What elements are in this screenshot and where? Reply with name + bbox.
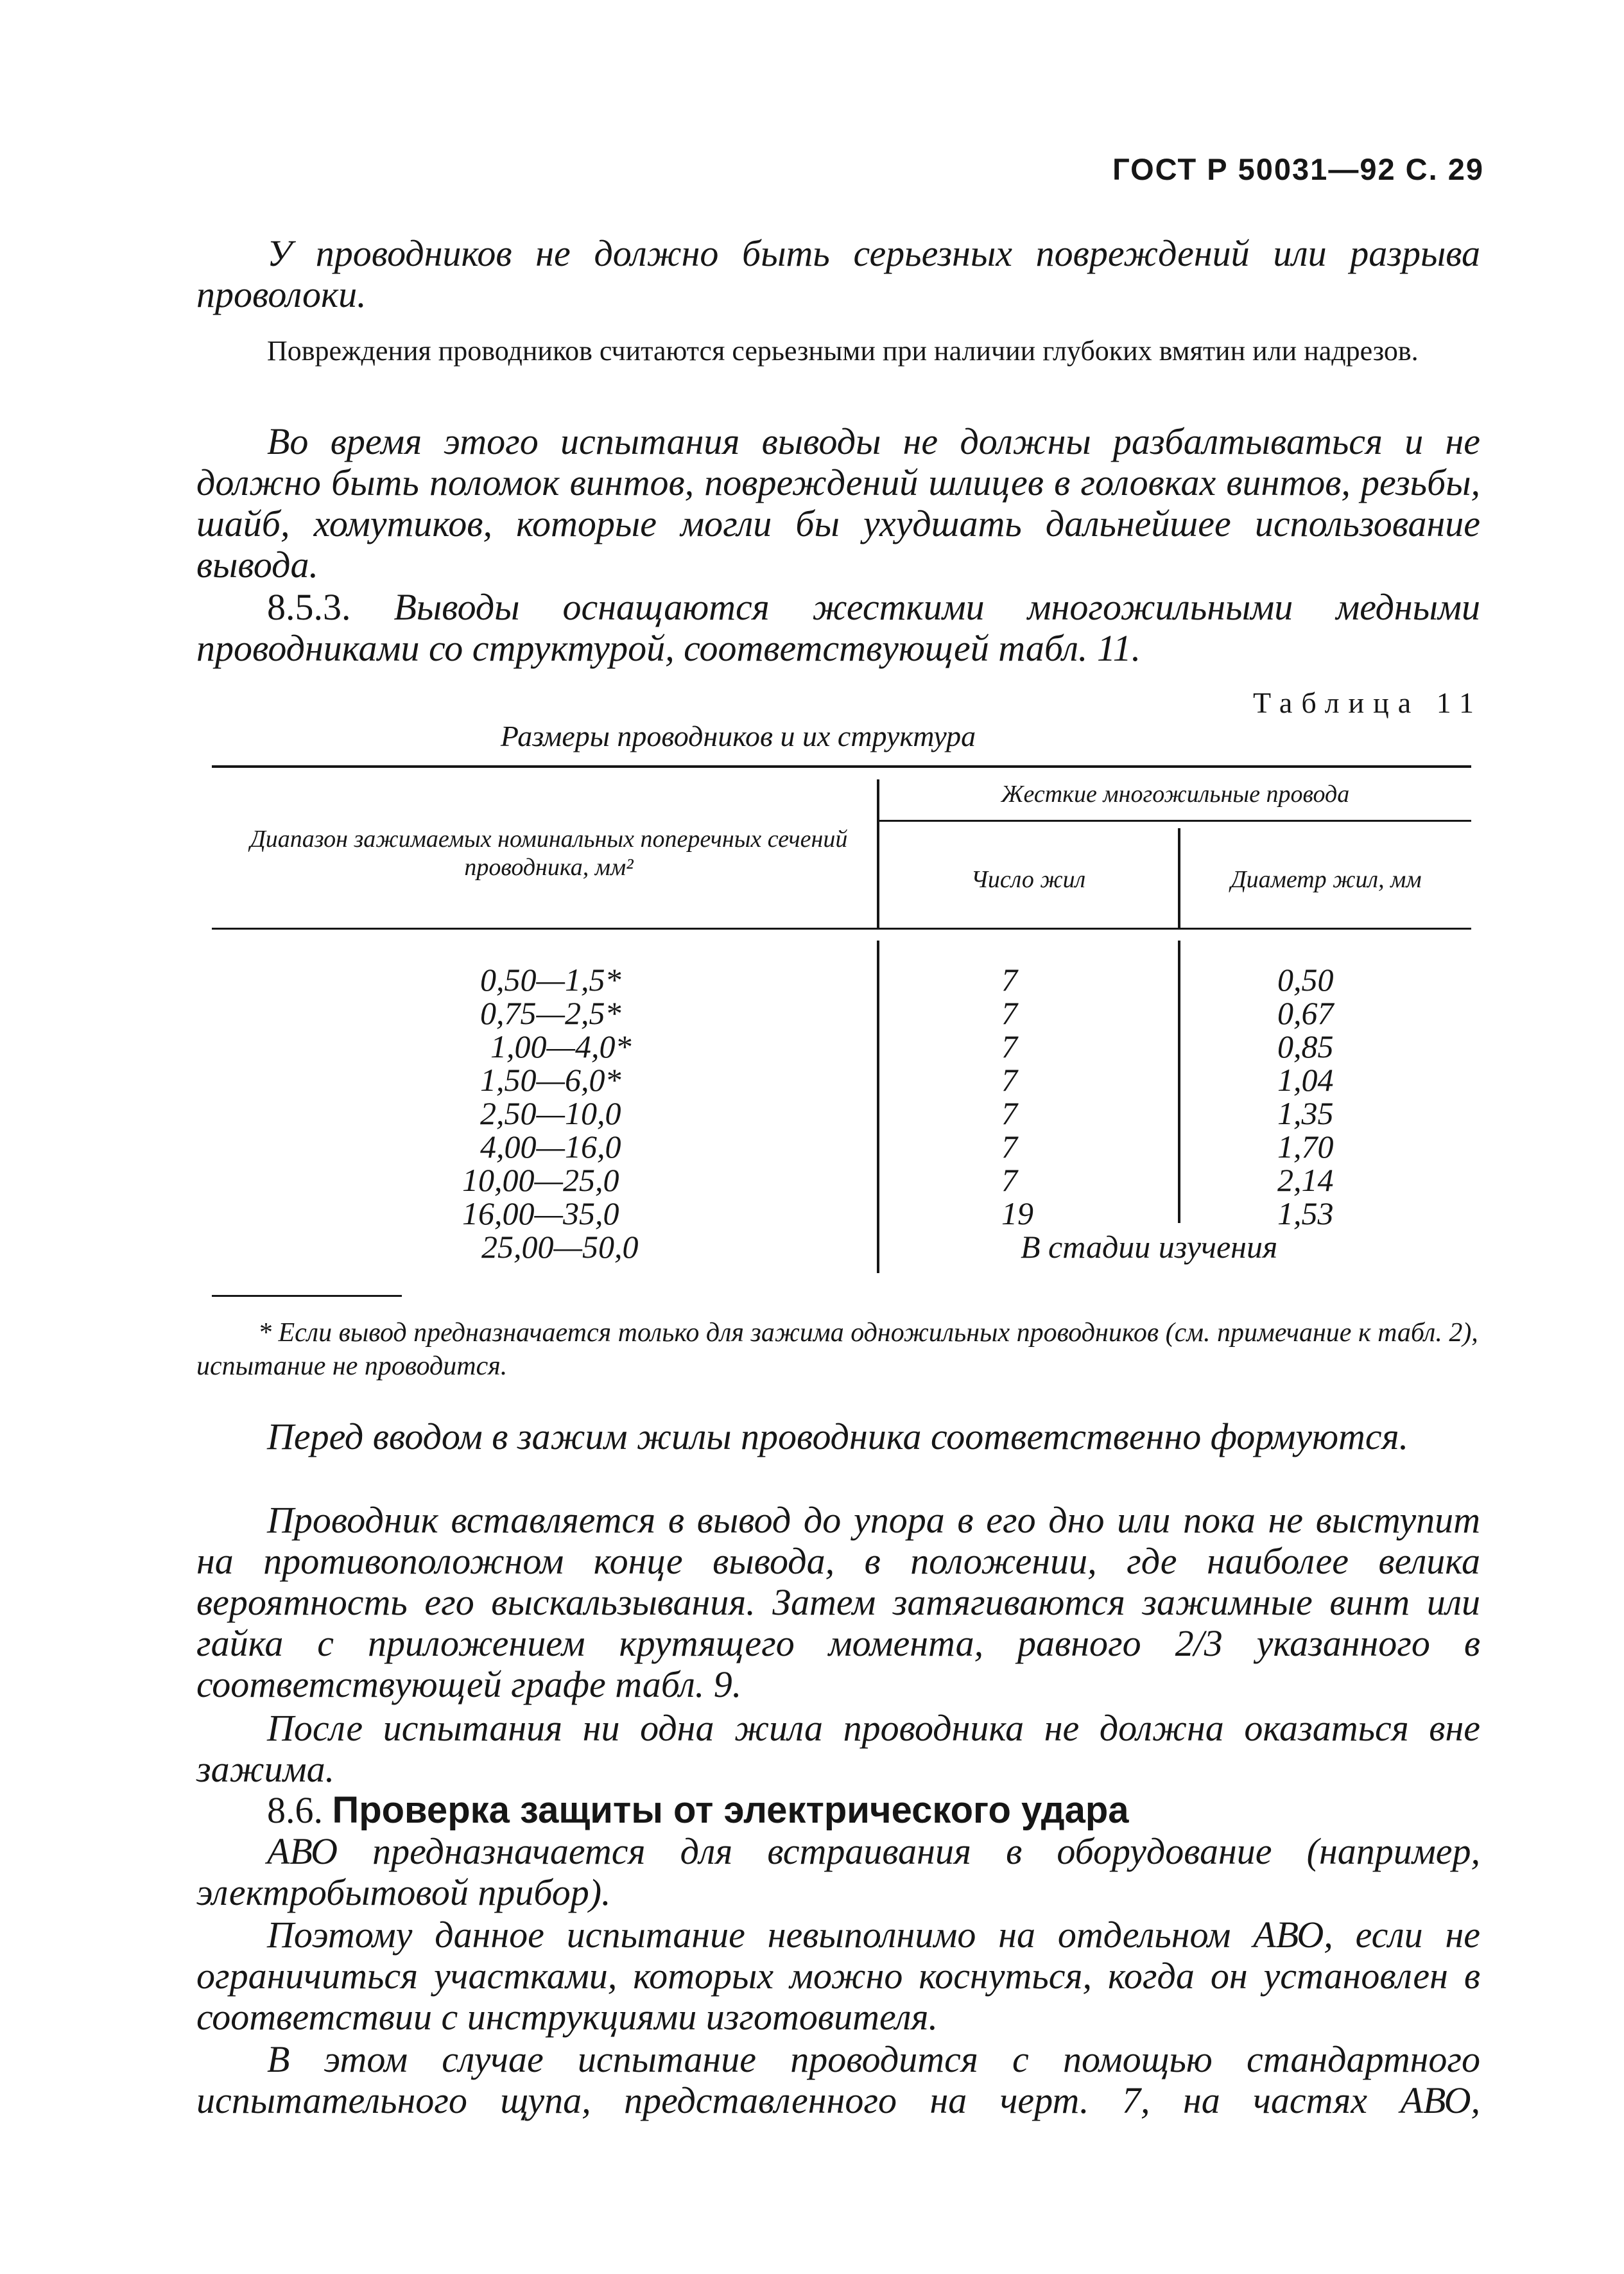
table-header-count: Число жил xyxy=(971,866,1086,893)
paragraph-8-5-3 xyxy=(196,587,1480,669)
footnote-rule xyxy=(212,1295,402,1297)
table-cell: 0,50—1,5* xyxy=(480,962,621,998)
table-cell-status: В стадии изучения xyxy=(1021,1229,1278,1265)
footnote: * Если вывод предназначается только для зажима одножильных проводников (см. примечание к табл. 2), испытание не проводится. xyxy=(196,1318,1478,1381)
table-header-diameter: Диаметр жил, мм xyxy=(1231,866,1422,893)
table-cell: 0,67 xyxy=(1277,995,1334,1031)
table-cell: 1,53 xyxy=(1277,1195,1334,1231)
clause-text: Выводы оснащаются жесткими многожильными медными проводниками со структурой, соответствующей табл. 11. xyxy=(196,586,1481,669)
table-header-rule xyxy=(212,928,1471,930)
table-column-count xyxy=(1001,963,1078,1230)
table-top-rule xyxy=(212,765,1471,768)
paragraph-builtin: АВО предназначается для встраивания в оборудование (например, электробытовой прибор). xyxy=(196,1830,1480,1913)
table-cell: 7 xyxy=(1001,1029,1017,1064)
table-cell: 1,00—4,0* xyxy=(490,1029,632,1064)
paragraph-forming: Перед вводом в зажим жилы проводника соответственно формуются. xyxy=(267,1416,1409,1457)
table-divider-2-head xyxy=(1178,828,1180,928)
paragraph-insertion xyxy=(196,1500,1480,1705)
paragraph-test-terminals: Во время этого испытания выводы не должны разбалтываться и не должно быть поломок винтов, повреждений шлицев в головках винтов, резьбы, шайб, хомутиков, которые могли бы ухудшать дальнейшее использование вывода. xyxy=(196,421,1480,586)
paragraph-after-test: После испытания ни одна жила проводника не должна оказаться вне зажима. xyxy=(196,1707,1480,1790)
table-header-range: Диапазон зажимаемых номинальных поперечных сечений проводника, мм² xyxy=(250,826,848,881)
paragraph-damage-definition: Повреждения проводников считаются серьезными при наличии глубоких вмятин или надрезов. xyxy=(267,335,1419,367)
table-cell: 2,14 xyxy=(1277,1162,1334,1198)
fraction: 2/3 xyxy=(1175,1622,1223,1664)
table-cell: 10,00—25,0 xyxy=(462,1162,619,1198)
table-cell: 0,85 xyxy=(1277,1029,1334,1064)
table-cell: 7 xyxy=(1001,1162,1017,1198)
table-column-range xyxy=(449,963,693,1263)
table-cell: 4,00—16,0 xyxy=(480,1129,621,1165)
insertion-tail: указанного в соответствующей графе табл. 9. xyxy=(196,1622,1481,1705)
section-title: Проверка защиты от электрического удара xyxy=(332,1789,1129,1831)
table-cell: 0,50 xyxy=(1277,962,1334,998)
table-cell: 7 xyxy=(1001,995,1017,1031)
table-group-rule xyxy=(878,820,1471,822)
table-cell: 1,70 xyxy=(1277,1129,1334,1165)
table-cell: 2,50—10,0 xyxy=(480,1095,621,1131)
table-cell: 7 xyxy=(1001,1095,1017,1131)
table-cell: 25,00—50,0 xyxy=(481,1229,639,1265)
table-cell: 7 xyxy=(1001,1062,1017,1098)
table-caption: Размеры проводников и их структура xyxy=(500,720,976,752)
paragraph-not-feasible: Поэтому данное испытание невыполнимо на отдельном АВО, если не ограничиться участками, которых можно коснуться, когда он установлен в соответствии с инструкциями изготовителя. xyxy=(196,1914,1480,2038)
table-cell: 7 xyxy=(1001,1129,1017,1165)
section-number: 8.6. xyxy=(267,1789,323,1831)
table-divider-1-body xyxy=(877,941,879,1273)
table-cell: 1,35 xyxy=(1277,1095,1334,1131)
clause-number: 8.5.3. xyxy=(267,586,351,628)
table-cell: 1,04 xyxy=(1277,1062,1334,1098)
table-divider-2-body xyxy=(1178,941,1180,1223)
table-label: Таблица 11 xyxy=(1252,686,1483,719)
table-cell: 16,00—35,0 xyxy=(462,1195,619,1231)
table-cell: 0,75—2,5* xyxy=(480,995,621,1031)
page-header: ГОСТ Р 50031—92 С. 29 xyxy=(1112,152,1484,186)
paragraph-test-probe: В этом случае испытание проводится с помощью стандартного испытательного щупа, представленного на черт. 7, на частях АВО, xyxy=(196,2038,1480,2121)
table-header-group: Жесткие многожильные провода xyxy=(1001,781,1350,808)
insertion-text: Проводник вставляется в вывод до упора в его дно или пока не выступит на противоположном конце вывода, в положении, где наиболее велика вероятность его выскальзывания. Затем затягиваются зажимные винт или гайка с приложением крутящего момента, равного xyxy=(196,1499,1480,1664)
table-cell: 19 xyxy=(1001,1195,1033,1231)
table-cell: 7 xyxy=(1001,962,1017,998)
paragraph-conductor-damage: У проводников не должно быть серьезных повреждений или разрыва проволоки. xyxy=(196,232,1480,315)
section-heading xyxy=(196,1790,1480,1831)
table-column-diameter xyxy=(1277,963,1380,1230)
table-cell: 1,50—6,0* xyxy=(480,1062,621,1098)
